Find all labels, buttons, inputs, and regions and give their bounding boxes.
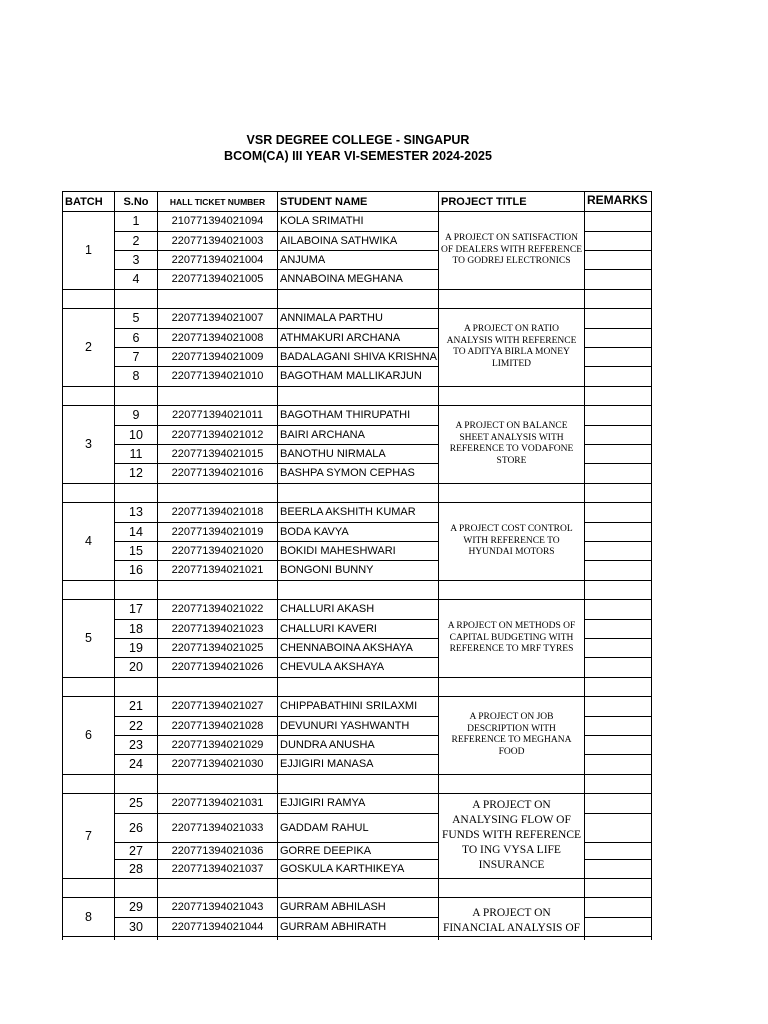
serial-number: 10 <box>129 427 143 442</box>
student-name: EJJIGIRI RAMYA <box>280 797 366 810</box>
student-name: BAGOTHAM THIRUPATHI <box>280 409 411 422</box>
remarks-cell[interactable] <box>585 445 651 463</box>
serial-number: 15 <box>129 544 143 558</box>
serial-number: 25 <box>129 796 143 811</box>
grid-line <box>438 580 439 601</box>
student-name: BONGONI BUNNY <box>280 564 374 577</box>
grid-line <box>651 774 652 795</box>
student-name: GURRAM ABHIRATH <box>280 920 387 933</box>
grid-line <box>157 774 158 795</box>
serial-number: 13 <box>129 505 143 520</box>
remarks-column-header: REMARKS <box>587 193 648 207</box>
grid-line <box>62 878 652 879</box>
serial-number: 17 <box>129 602 143 617</box>
serial-number: 12 <box>129 466 143 481</box>
remarks-cell[interactable] <box>585 348 651 366</box>
grid-line <box>438 386 439 407</box>
student-name: GOSKULA KARTHIKEYA <box>280 862 405 875</box>
remarks-cell[interactable] <box>585 426 651 445</box>
grid-line <box>157 483 158 504</box>
student-name: ANNIMALA PARTHU <box>280 312 383 325</box>
serial-number: 3 <box>132 253 140 267</box>
grid-line <box>114 677 115 698</box>
remarks-cell[interactable] <box>585 814 651 842</box>
serial-number: 6 <box>132 330 140 345</box>
grid-line <box>62 677 63 698</box>
grid-line <box>62 386 652 387</box>
grid-line <box>157 289 158 310</box>
grid-line <box>62 289 652 290</box>
grid-line <box>584 677 585 698</box>
hall-ticket-number: 220771394021008 <box>171 331 264 344</box>
serial-number: 28 <box>129 861 143 876</box>
grid-line <box>438 878 439 899</box>
hall-ticket-number: 220771394021003 <box>171 234 264 247</box>
grid-line <box>62 386 63 407</box>
grid-line <box>651 191 652 212</box>
hall-ticket-number: 220771394021015 <box>171 448 264 460</box>
remarks-cell[interactable] <box>585 523 651 542</box>
batch-column-header: BATCH <box>65 195 103 208</box>
remarks-cell[interactable] <box>585 406 651 425</box>
hall-ticket-number: 220771394021033 <box>171 821 264 834</box>
grid-line <box>114 386 115 407</box>
serial-number: 26 <box>129 820 143 835</box>
student-name: BADALAGANI SHIVA KRISHNA <box>280 351 437 363</box>
student-name: ANNABOINA MEGHANA <box>280 273 403 286</box>
student-name: BEERLA AKSHITH KUMAR <box>280 506 416 519</box>
student-name: DEVUNURI YASHWANTH <box>280 719 410 732</box>
remarks-cell[interactable] <box>585 755 651 774</box>
remarks-cell[interactable] <box>585 860 651 878</box>
student-name: BAIRI ARCHANA <box>280 428 365 441</box>
hall-ticket-number: 220771394021029 <box>171 739 264 751</box>
hall-ticket-number: 220771394021007 <box>171 312 264 325</box>
remarks-cell[interactable] <box>585 898 651 917</box>
remarks-cell[interactable] <box>585 736 651 754</box>
grid-line <box>62 936 63 940</box>
hall-ticket-number: 220771394021022 <box>171 603 264 616</box>
hall-ticket-number: 220771394021016 <box>171 467 264 480</box>
hall-ticket-number: 220771394021020 <box>171 545 264 557</box>
grid-line <box>114 483 115 504</box>
student-name: GADDAM RAHUL <box>280 821 369 834</box>
grid-line <box>114 774 115 795</box>
remarks-cell[interactable] <box>585 367 651 386</box>
student-name: BANOTHU NIRMALA <box>280 448 386 460</box>
project-title: A PROJECT ON RATIO ANALYSIS WITH REFERENCE TO ADITYA BIRLA MONEY LIMITED <box>446 324 577 369</box>
project-title: A PROJECT ON JOB DESCRIPTION WITH REFERENCE TO MEGHANA FOOD <box>451 712 572 757</box>
hall-ticket-number: 220771394021025 <box>171 642 264 654</box>
grid-line <box>62 483 63 504</box>
grid-line <box>651 483 652 504</box>
serial-number: 2 <box>132 233 140 248</box>
hall-ticket-number: 220771394021044 <box>171 920 264 933</box>
batch-number: 4 <box>85 534 92 549</box>
hall-ticket-number: 220771394021027 <box>171 700 264 713</box>
project-title: A RPOJECT ON METHODS OF CAPITAL BUDGETING WITH REFERENCE TO MRF TYRES <box>447 621 576 654</box>
grid-line <box>277 936 278 940</box>
serial-number: 7 <box>132 350 140 364</box>
grid-line <box>62 936 652 937</box>
grid-line <box>114 936 115 940</box>
remarks-cell[interactable] <box>585 620 651 639</box>
grid-line <box>277 774 278 795</box>
hall-ticket-number: 220771394021030 <box>171 758 264 771</box>
grid-line <box>157 936 158 940</box>
project-title: A PROJECT COST CONTROL WITH REFERENCE TO HYUNDAI MOTORS <box>450 524 573 557</box>
hall-ticket-number: 220771394021010 <box>171 370 264 383</box>
student-name: BOKIDI MAHESHWARI <box>280 545 396 557</box>
student-name: GURRAM ABHILASH <box>280 901 386 914</box>
serial-number: 24 <box>129 757 143 772</box>
remarks-cell[interactable] <box>585 251 651 269</box>
project-title: A PROJECT ON ANALYSING FLOW OF FUNDS WITH REFERENCE TO ING VYSA LIFE INSURANCE <box>441 799 582 872</box>
grid-line <box>438 936 439 940</box>
hall-ticket-number: 220771394021011 <box>172 409 263 422</box>
hall-ticket-number: 220771394021023 <box>171 622 264 635</box>
grid-line <box>277 289 278 310</box>
remarks-cell[interactable] <box>585 464 651 483</box>
serial-number: 4 <box>132 272 140 287</box>
batch-number: 1 <box>85 243 92 258</box>
hall-ticket-number: 220771394021018 <box>171 506 264 519</box>
grid-line <box>438 677 439 698</box>
hall-ticket-number: 220771394021009 <box>171 351 264 363</box>
remarks-cell[interactable] <box>585 600 651 619</box>
batch-number: 5 <box>85 631 92 646</box>
hall-ticket-number: 220771394021012 <box>171 428 264 441</box>
grid-line <box>114 580 115 601</box>
student-name: BASHPA SYMON CEPHAS <box>280 467 415 480</box>
grid-line <box>114 878 115 899</box>
grid-line <box>62 580 652 581</box>
grid-line <box>651 580 652 601</box>
grid-line <box>438 483 439 504</box>
grid-line <box>651 936 652 940</box>
remarks-cell[interactable] <box>585 561 651 580</box>
grid-line <box>584 936 585 940</box>
serial-number: 18 <box>129 621 143 636</box>
serial-number: 11 <box>129 447 143 461</box>
grid-line <box>651 793 652 879</box>
student-name: EJJIGIRI MANASA <box>280 758 374 771</box>
hall-ticket-number: 220771394021036 <box>171 844 264 857</box>
grid-line <box>584 386 585 407</box>
project-title: A PROJECT ON FINANCIAL ANALYSIS OF <box>442 907 581 934</box>
grid-line <box>584 774 585 795</box>
grid-line <box>62 878 63 899</box>
hall-ticket-number: 210771394021094 <box>171 215 264 228</box>
serial-number: 21 <box>129 699 143 714</box>
remarks-cell[interactable] <box>585 697 651 716</box>
student-name: DUNDRA ANUSHA <box>280 739 375 751</box>
student-name: ANJUMA <box>280 254 326 266</box>
grid-line <box>438 774 439 795</box>
project-title: A PROJECT ON BALANCE SHEET ANALYSIS WITH REFERENCE TO VODAFONE STORE <box>449 421 574 466</box>
serial-number: 23 <box>129 738 143 752</box>
remarks-cell[interactable] <box>585 918 651 937</box>
grid-line <box>584 289 585 310</box>
grid-line <box>277 677 278 698</box>
course-semester-title: BCOM(CA) III YEAR VI-SEMESTER 2024-2025 <box>224 149 492 163</box>
serial-number: 16 <box>129 563 143 578</box>
remarks-cell[interactable] <box>585 270 651 289</box>
hall-ticket-column-header: HALL TICKET NUMBER <box>169 196 266 207</box>
student-name: BAGOTHAM MALLIKARJUN <box>280 370 422 383</box>
remarks-cell[interactable] <box>585 329 651 348</box>
project-title-column-header: PROJECT TITLE <box>441 195 527 208</box>
remarks-cell[interactable] <box>585 843 651 859</box>
student-name: KOLA SRIMATHI <box>280 215 364 228</box>
grid-line <box>651 386 652 407</box>
grid-line <box>62 774 63 795</box>
batch-number: 6 <box>85 728 92 743</box>
remarks-cell[interactable] <box>585 212 651 231</box>
college-name: VSR DEGREE COLLEGE - SINGAPUR <box>246 133 470 147</box>
hall-ticket-number: 220771394021031 <box>171 797 264 810</box>
remarks-cell[interactable] <box>585 658 651 677</box>
grid-line <box>651 878 652 899</box>
student-name-column-header: STUDENT NAME <box>280 195 368 208</box>
student-name: BODA KAVYA <box>280 525 349 538</box>
remarks-cell[interactable] <box>585 309 651 328</box>
project-title: A PROJECT ON SATISFACTION OF DEALERS WITH REFERENCE TO GODREJ ELECTRONICS <box>441 233 583 266</box>
serial-number: 22 <box>129 718 143 733</box>
student-name: CHALLURI AKASH <box>280 603 375 616</box>
grid-line <box>277 580 278 601</box>
serial-number: 20 <box>129 660 143 675</box>
grid-line <box>584 580 585 601</box>
grid-line <box>62 677 652 678</box>
remarks-cell[interactable] <box>585 503 651 522</box>
grid-line <box>651 289 652 310</box>
serial-number: 1 <box>132 214 140 229</box>
serial-number: 19 <box>129 641 143 655</box>
grid-line <box>277 386 278 407</box>
hall-ticket-number: 220771394021026 <box>171 661 264 674</box>
student-name: CHEVULA AKSHAYA <box>280 661 385 674</box>
grid-line <box>62 483 652 484</box>
hall-ticket-number: 220771394021021 <box>171 564 264 577</box>
remarks-cell[interactable] <box>585 639 651 657</box>
serial-number: 30 <box>129 919 143 934</box>
serial-number: 29 <box>129 900 143 915</box>
grid-line <box>277 483 278 504</box>
sno-column-header: S.No <box>123 195 149 208</box>
student-name: GORRE DEEPIKA <box>280 844 372 857</box>
hall-ticket-number: 220771394021019 <box>171 525 264 538</box>
grid-line <box>62 580 63 601</box>
student-name: CHALLURI KAVERI <box>280 622 377 635</box>
grid-line <box>157 677 158 698</box>
remarks-cell[interactable] <box>585 232 651 251</box>
student-name: CHENNABOINA AKSHAYA <box>280 642 413 654</box>
grid-line <box>157 580 158 601</box>
serial-number: 27 <box>129 843 143 858</box>
hall-ticket-number: 220771394021043 <box>171 901 264 914</box>
grid-line <box>651 677 652 698</box>
grid-line <box>277 878 278 899</box>
remarks-cell[interactable] <box>585 717 651 736</box>
grid-line <box>114 289 115 310</box>
hall-ticket-number: 220771394021037 <box>171 862 264 875</box>
hall-ticket-number: 220771394021028 <box>171 719 264 732</box>
remarks-cell[interactable] <box>585 794 651 813</box>
grid-line <box>157 878 158 899</box>
grid-line <box>438 289 439 310</box>
remarks-cell[interactable] <box>585 542 651 560</box>
student-name: ATHMAKURI ARCHANA <box>280 331 401 344</box>
grid-line <box>157 386 158 407</box>
student-name: CHIPPABATHINI SRILAXMI <box>280 700 418 713</box>
serial-number: 8 <box>132 369 140 384</box>
batch-number: 2 <box>85 340 92 355</box>
grid-line <box>62 289 63 310</box>
batch-number: 8 <box>85 910 92 924</box>
grid-line <box>584 483 585 504</box>
grid-line <box>584 878 585 899</box>
hall-ticket-number: 220771394021004 <box>171 254 264 266</box>
serial-number: 14 <box>129 524 143 539</box>
serial-number: 5 <box>132 311 140 326</box>
student-name: AILABOINA SATHWIKA <box>280 234 398 247</box>
hall-ticket-number: 220771394021005 <box>171 273 264 286</box>
serial-number: 9 <box>132 408 140 423</box>
batch-number: 7 <box>85 828 92 843</box>
batch-number: 3 <box>85 437 92 452</box>
grid-line <box>62 774 652 775</box>
